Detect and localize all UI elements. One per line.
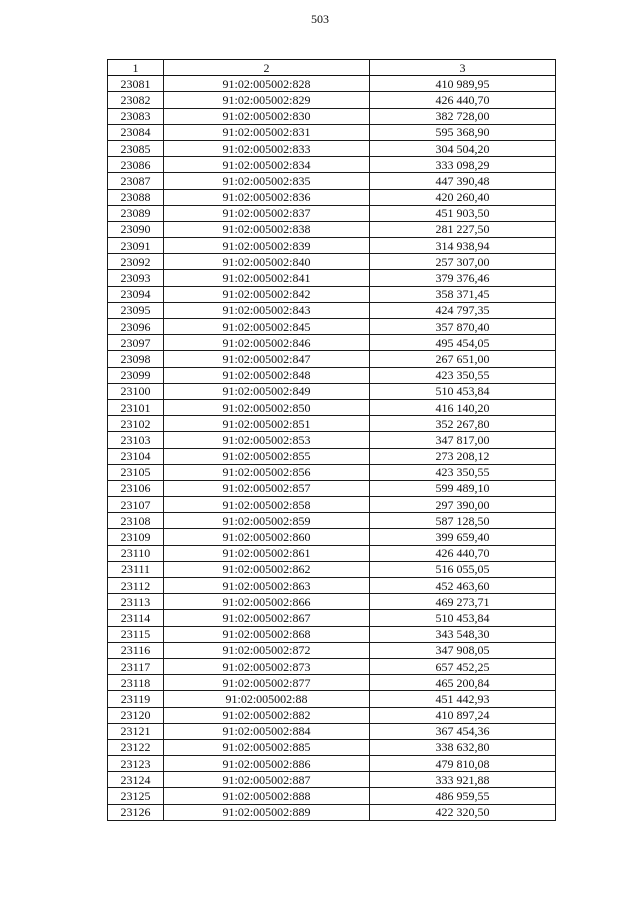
cadastral-value: 516 055,05 (370, 561, 556, 577)
cadastral-number: 91:02:005002:838 (164, 221, 370, 237)
row-number: 23101 (108, 399, 164, 415)
cadastral-value: 416 140,20 (370, 399, 556, 415)
row-number: 23122 (108, 739, 164, 755)
row-number: 23123 (108, 756, 164, 772)
table-header-row (108, 60, 556, 76)
table-row (108, 561, 556, 577)
row-number: 23102 (108, 416, 164, 432)
table-row (108, 335, 556, 351)
cadastral-value: 452 463,60 (370, 578, 556, 594)
row-number: 23119 (108, 691, 164, 707)
table-row (108, 92, 556, 108)
row-number: 23104 (108, 448, 164, 464)
cadastral-value: 447 390,48 (370, 173, 556, 189)
cadastral-value: 347 817,00 (370, 432, 556, 448)
table-row (108, 205, 556, 221)
header-col-3: 3 (370, 60, 556, 76)
cadastral-value: 273 208,12 (370, 448, 556, 464)
cadastral-number: 91:02:005002:831 (164, 124, 370, 140)
cadastral-value: 510 453,84 (370, 610, 556, 626)
cadastral-value: 420 260,40 (370, 189, 556, 205)
cadastral-value: 281 227,50 (370, 221, 556, 237)
row-number: 23124 (108, 772, 164, 788)
table-row (108, 238, 556, 254)
cadastral-value: 451 442,93 (370, 691, 556, 707)
row-number: 23096 (108, 319, 164, 335)
table-row (108, 76, 556, 92)
cadastral-number: 91:02:005002:855 (164, 448, 370, 464)
cadastral-value-table (107, 59, 556, 821)
table-row (108, 448, 556, 464)
table-row (108, 157, 556, 173)
cadastral-value: 410 989,95 (370, 76, 556, 92)
row-number: 23085 (108, 140, 164, 156)
row-number: 23108 (108, 513, 164, 529)
cadastral-number: 91:02:005002:839 (164, 238, 370, 254)
cadastral-value: 422 320,50 (370, 804, 556, 820)
cadastral-value: 510 453,84 (370, 383, 556, 399)
table-row (108, 610, 556, 626)
row-number: 23083 (108, 108, 164, 124)
cadastral-value: 297 390,00 (370, 497, 556, 513)
row-number: 23111 (108, 561, 164, 577)
row-number: 23098 (108, 351, 164, 367)
cadastral-number: 91:02:005002:863 (164, 578, 370, 594)
table-row (108, 189, 556, 205)
cadastral-value: 352 267,80 (370, 416, 556, 432)
table-row (108, 626, 556, 642)
table-row (108, 529, 556, 545)
table-row (108, 221, 556, 237)
row-number: 23084 (108, 124, 164, 140)
cadastral-number: 91:02:005002:835 (164, 173, 370, 189)
table-row (108, 254, 556, 270)
cadastral-number: 91:02:005002:859 (164, 513, 370, 529)
header-col-1: 1 (108, 60, 164, 76)
cadastral-value: 333 921,88 (370, 772, 556, 788)
cadastral-number: 91:02:005002:889 (164, 804, 370, 820)
cadastral-value: 423 350,55 (370, 367, 556, 383)
cadastral-number: 91:02:005002:868 (164, 626, 370, 642)
cadastral-value: 595 368,90 (370, 124, 556, 140)
cadastral-value: 451 903,50 (370, 205, 556, 221)
table-row (108, 464, 556, 480)
cadastral-number: 91:02:005002:842 (164, 286, 370, 302)
row-number: 23116 (108, 642, 164, 658)
row-number: 23094 (108, 286, 164, 302)
table-row (108, 319, 556, 335)
table-row (108, 399, 556, 415)
table-row (108, 383, 556, 399)
table-row (108, 723, 556, 739)
row-number: 23088 (108, 189, 164, 205)
table-row (108, 286, 556, 302)
table-row (108, 756, 556, 772)
cadastral-number: 91:02:005002:853 (164, 432, 370, 448)
cadastral-number: 91:02:005002:88 (164, 691, 370, 707)
table-row (108, 480, 556, 496)
cadastral-number: 91:02:005002:841 (164, 270, 370, 286)
cadastral-number: 91:02:005002:885 (164, 739, 370, 755)
cadastral-number: 91:02:005002:887 (164, 772, 370, 788)
table-row (108, 675, 556, 691)
cadastral-number: 91:02:005002:829 (164, 92, 370, 108)
table-row (108, 772, 556, 788)
cadastral-number: 91:02:005002:882 (164, 707, 370, 723)
cadastral-value: 424 797,35 (370, 302, 556, 318)
table-row (108, 302, 556, 318)
table-row (108, 642, 556, 658)
table-row (108, 432, 556, 448)
cadastral-number: 91:02:005002:834 (164, 157, 370, 173)
cadastral-number: 91:02:005002:884 (164, 723, 370, 739)
cadastral-number: 91:02:005002:837 (164, 205, 370, 221)
table-row (108, 140, 556, 156)
cadastral-value: 495 454,05 (370, 335, 556, 351)
row-number: 23097 (108, 335, 164, 351)
row-number: 23082 (108, 92, 164, 108)
cadastral-number: 91:02:005002:836 (164, 189, 370, 205)
table-row (108, 416, 556, 432)
cadastral-value: 423 350,55 (370, 464, 556, 480)
cadastral-value: 426 440,70 (370, 545, 556, 561)
row-number: 23103 (108, 432, 164, 448)
cadastral-number: 91:02:005002:843 (164, 302, 370, 318)
row-number: 23117 (108, 658, 164, 674)
table-row (108, 173, 556, 189)
cadastral-number: 91:02:005002:857 (164, 480, 370, 496)
cadastral-value: 465 200,84 (370, 675, 556, 691)
cadastral-value: 657 452,25 (370, 658, 556, 674)
row-number: 23107 (108, 497, 164, 513)
cadastral-value: 304 504,20 (370, 140, 556, 156)
row-number: 23086 (108, 157, 164, 173)
row-number: 23090 (108, 221, 164, 237)
table-row (108, 788, 556, 804)
cadastral-number: 91:02:005002:858 (164, 497, 370, 513)
cadastral-number: 91:02:005002:851 (164, 416, 370, 432)
cadastral-value: 367 454,36 (370, 723, 556, 739)
cadastral-value: 338 632,80 (370, 739, 556, 755)
cadastral-value: 599 489,10 (370, 480, 556, 496)
cadastral-number: 91:02:005002:828 (164, 76, 370, 92)
cadastral-number: 91:02:005002:873 (164, 658, 370, 674)
row-number: 23109 (108, 529, 164, 545)
cadastral-number: 91:02:005002:872 (164, 642, 370, 658)
row-number: 23110 (108, 545, 164, 561)
row-number: 23081 (108, 76, 164, 92)
row-number: 23112 (108, 578, 164, 594)
table-row (108, 658, 556, 674)
cadastral-value: 357 870,40 (370, 319, 556, 335)
cadastral-value: 267 651,00 (370, 351, 556, 367)
row-number: 23089 (108, 205, 164, 221)
row-number: 23113 (108, 594, 164, 610)
cadastral-number: 91:02:005002:862 (164, 561, 370, 577)
table-row (108, 124, 556, 140)
cadastral-value: 382 728,00 (370, 108, 556, 124)
cadastral-number: 91:02:005002:886 (164, 756, 370, 772)
table-row (108, 270, 556, 286)
cadastral-number: 91:02:005002:845 (164, 319, 370, 335)
cadastral-number: 91:02:005002:849 (164, 383, 370, 399)
table-body (108, 60, 556, 821)
table-row (108, 497, 556, 513)
row-number: 23087 (108, 173, 164, 189)
row-number: 23114 (108, 610, 164, 626)
row-number: 23121 (108, 723, 164, 739)
row-number: 23118 (108, 675, 164, 691)
cadastral-number: 91:02:005002:877 (164, 675, 370, 691)
table-row (108, 594, 556, 610)
cadastral-number: 91:02:005002:861 (164, 545, 370, 561)
cadastral-value: 314 938,94 (370, 238, 556, 254)
table-row (108, 367, 556, 383)
cadastral-number: 91:02:005002:833 (164, 140, 370, 156)
cadastral-number: 91:02:005002:867 (164, 610, 370, 626)
row-number: 23105 (108, 464, 164, 480)
cadastral-value: 379 376,46 (370, 270, 556, 286)
table-row (108, 108, 556, 124)
table-row (108, 739, 556, 755)
cadastral-value: 479 810,08 (370, 756, 556, 772)
cadastral-number: 91:02:005002:860 (164, 529, 370, 545)
table-row (108, 804, 556, 820)
cadastral-number: 91:02:005002:846 (164, 335, 370, 351)
cadastral-value: 426 440,70 (370, 92, 556, 108)
cadastral-number: 91:02:005002:866 (164, 594, 370, 610)
cadastral-value: 410 897,24 (370, 707, 556, 723)
row-number: 23100 (108, 383, 164, 399)
cadastral-number: 91:02:005002:888 (164, 788, 370, 804)
cadastral-value: 343 548,30 (370, 626, 556, 642)
cadastral-value: 257 307,00 (370, 254, 556, 270)
row-number: 23093 (108, 270, 164, 286)
header-col-2: 2 (164, 60, 370, 76)
row-number: 23095 (108, 302, 164, 318)
cadastral-value: 399 659,40 (370, 529, 556, 545)
cadastral-value: 358 371,45 (370, 286, 556, 302)
cadastral-value: 486 959,55 (370, 788, 556, 804)
row-number: 23106 (108, 480, 164, 496)
table-row (108, 707, 556, 723)
row-number: 23091 (108, 238, 164, 254)
row-number: 23115 (108, 626, 164, 642)
cadastral-number: 91:02:005002:850 (164, 399, 370, 415)
table-row (108, 545, 556, 561)
cadastral-value: 469 273,71 (370, 594, 556, 610)
cadastral-number: 91:02:005002:856 (164, 464, 370, 480)
row-number: 23120 (108, 707, 164, 723)
page-number: 503 (311, 12, 329, 26)
cadastral-number: 91:02:005002:848 (164, 367, 370, 383)
table-row (108, 351, 556, 367)
table-row (108, 578, 556, 594)
table-row (108, 513, 556, 529)
cadastral-value: 347 908,05 (370, 642, 556, 658)
row-number: 23092 (108, 254, 164, 270)
cadastral-value: 333 098,29 (370, 157, 556, 173)
cadastral-number: 91:02:005002:830 (164, 108, 370, 124)
cadastral-number: 91:02:005002:840 (164, 254, 370, 270)
row-number: 23099 (108, 367, 164, 383)
row-number: 23126 (108, 804, 164, 820)
table-row (108, 691, 556, 707)
row-number: 23125 (108, 788, 164, 804)
cadastral-value: 587 128,50 (370, 513, 556, 529)
cadastral-number: 91:02:005002:847 (164, 351, 370, 367)
